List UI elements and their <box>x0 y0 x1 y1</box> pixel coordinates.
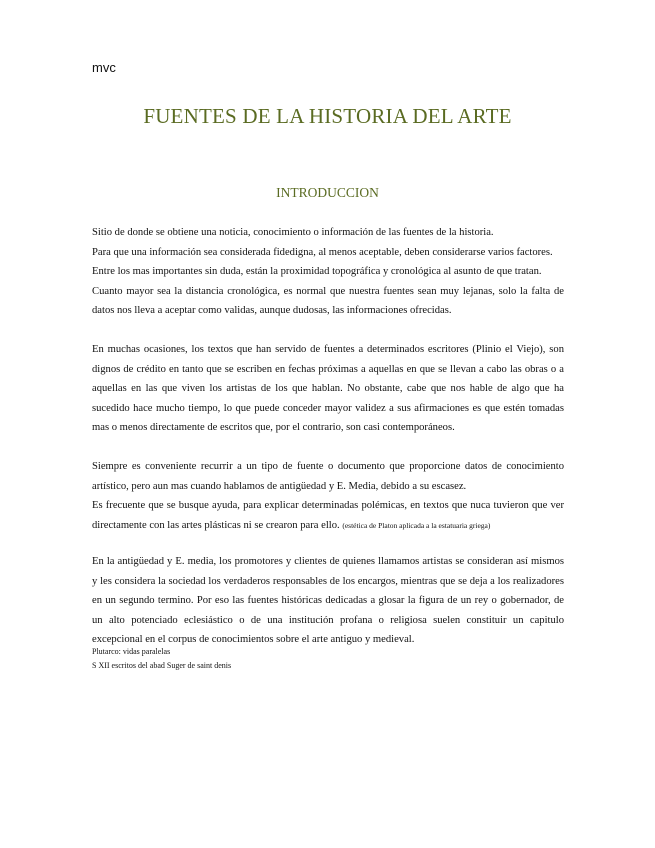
paragraph-text: Siempre es conveniente recurrir a un tipo de fuente o documento que proporcione datos de conocimiento artístico, pero aun mas cuando hablamos de antigüedad y E. Media, debido a su escasez. <box>92 461 564 492</box>
paragraph-text: En muchas ocasiones, los textos que han servido de fuentes a determinados escritores (Plinio el Viejo), son dignos de crédito en tanto que se escriben en fechas próximas a aquellas en que se llevan a cabo las obras o a aquellas en las que viven los artistas de los que hablan. No obstante, cabe que nos hable de algo que ha sucedido hace mucho tiempo, lo que puede conceder mayor validez a sus afirmaciones es que estén tomadas mas o menos directamente de escritos que, por el contrario, son casi contemporáneos. <box>92 344 564 433</box>
notes-list <box>92 645 564 673</box>
aside-note: (estética de Platon aplicada a la estatuaria griega) <box>342 520 491 530</box>
section-heading: INTRODUCCION <box>276 185 379 200</box>
paragraph-document-types <box>92 457 564 535</box>
paragraph-text: En la antigüedad y E. media, los promotores y clientes de quienes llamamos artistas se consideran así mismos y les considera la sociedad los verdaderos responsables de los encargos, mientras que se deja a los realizadores en un segundo termino. Por eso las fuentes históricas dedicadas a glosar la figura de un rey o gobernador, de un alto potenciado eclesiástico o de una institución profana o religiosa suelen constituir un capitulo excepcional en el corpus de conocimientos sobre el arte antiguo y medieval. <box>92 556 564 645</box>
note-item: Plutarco: vidas paralelas <box>92 647 171 656</box>
intro-line: Cuanto mayor sea la distancia cronológica, es normal que nuestra fuentes sean muy lejanas, solo la falta de datos nos lleva a aceptar como validas, aunque dudosas, las informaciones ofrecidas. <box>92 285 564 316</box>
intro-paragraph <box>92 223 564 321</box>
intro-line: Para que una información sea considerada fidedigna, al menos aceptable, deben considerarse varios factores. <box>92 246 553 258</box>
intro-line: Entre los mas importantes sin duda, están la proximidad topográfica y cronológica al asunto de que tratan. <box>92 266 542 277</box>
document-title: FUENTES DE LA HISTORIA DEL ARTE <box>143 104 512 128</box>
paragraph-patrons <box>92 552 564 650</box>
paragraph-text-with-aside <box>92 496 564 535</box>
intro-line: Sitio de donde se obtiene una noticia, conocimiento o información de las fuentes de la historia. <box>92 227 494 238</box>
paragraph-text: Es frecuente que se busque ayuda, para explicar determinadas polémicas, en textos que nuca tuvieron que ver directamente con las artes plásticas ni se crearon para ello. <box>92 500 564 531</box>
paragraph-sources-credibility <box>92 340 564 438</box>
note-item: S XII escritos del abad Suger de saint denis <box>92 661 232 670</box>
header-label: mvc <box>92 60 116 75</box>
